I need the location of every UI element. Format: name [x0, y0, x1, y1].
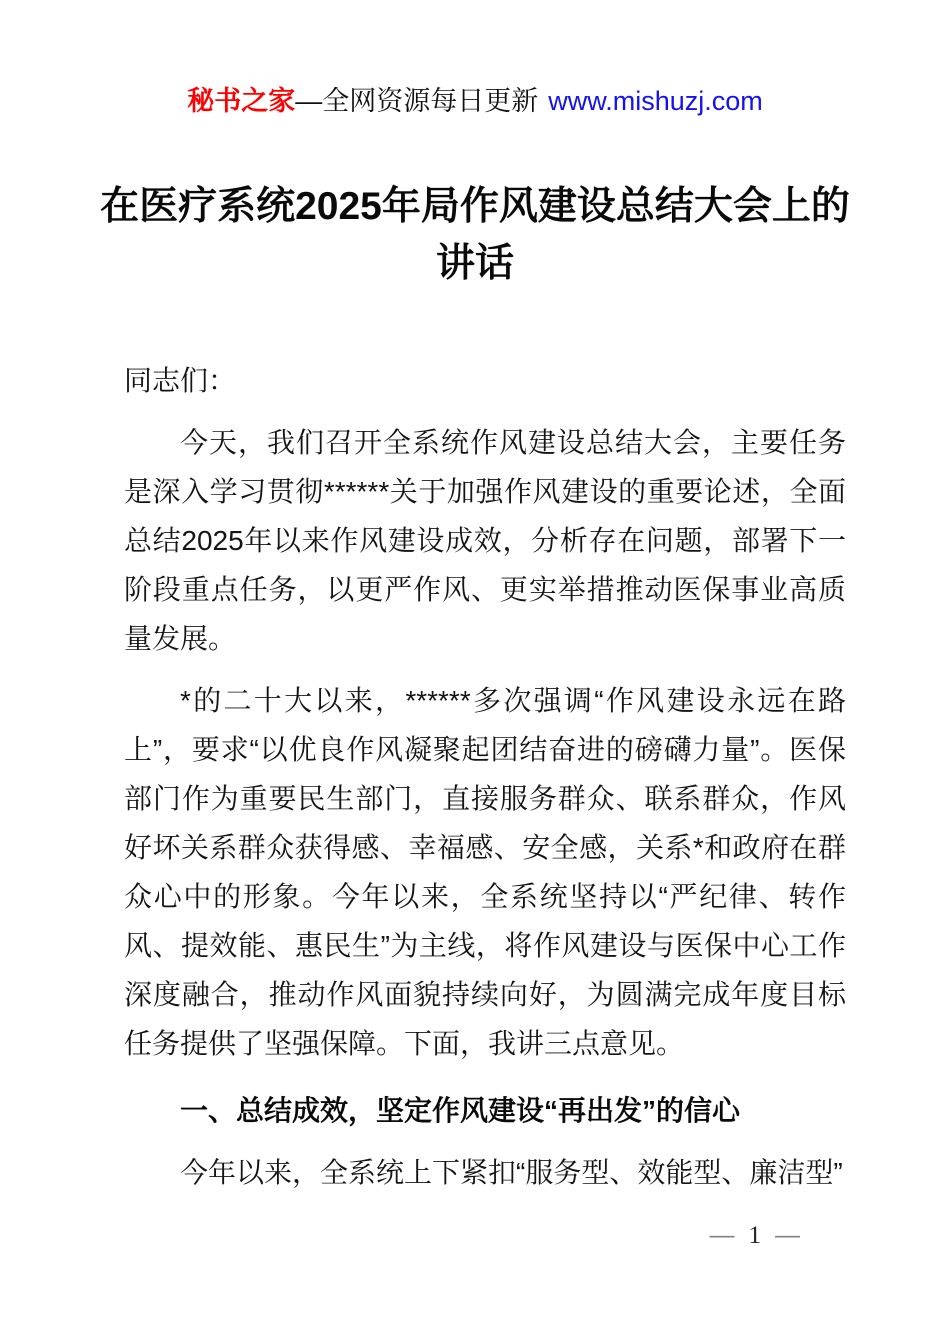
paragraph-2: *的二十大以来，******多次强调“作风建设永远在路上”，要求“以优良作风凝聚起团结奋进的磅礴力量”。医保部门作为重要民生部门，直接服务群众、联系群众，作风好坏关系群众获得感、幸福感、安全感，关系*和政府在群众心中的形象。今年以来，全系统坚持以“严纪律、转作风、提效能、惠民生”为主线，将作风建设与医保中心工作深度融合，推动作风面貌持续向好，为圆满完成年度目标任务提供了坚强保障。下面，我讲三点意见。 [124, 685, 846, 1059]
site-brand: 秘书之家 [187, 86, 296, 116]
page-number-dash-right: — [775, 1221, 800, 1249]
section-heading-1: 一、总结成效，坚定作风建设“再出发”的信心 [180, 1095, 741, 1126]
paragraph-1: 今天，我们召开全系统作风建设总结大会，主要任务是深入学习贯彻******关于加强作风建设的重要论述，全面总结2025年以来作风建设成效，分析存在问题，部署下一阶段重点任务，以更严作风、更实举措推动医保事业高质量发展。 [124, 427, 846, 654]
page-number [710, 1220, 801, 1251]
document-body [0, 356, 950, 1197]
site-tagline: —全网资源每日更新 [295, 86, 539, 116]
paragraph-3: 今年以来，全系统上下紧扣“服务型、效能型、廉洁型” [180, 1157, 843, 1188]
salutation: 同志们： [124, 365, 237, 396]
page-title: 在医疗系统2025年局作风建设总结大会上的讲话 [100, 185, 850, 285]
page-number-dash-left: — [709, 1221, 735, 1249]
site-header [0, 0, 950, 120]
page-number-value: 1 [748, 1222, 761, 1249]
site-url-link[interactable]: www.mishuzj.com [548, 86, 763, 116]
